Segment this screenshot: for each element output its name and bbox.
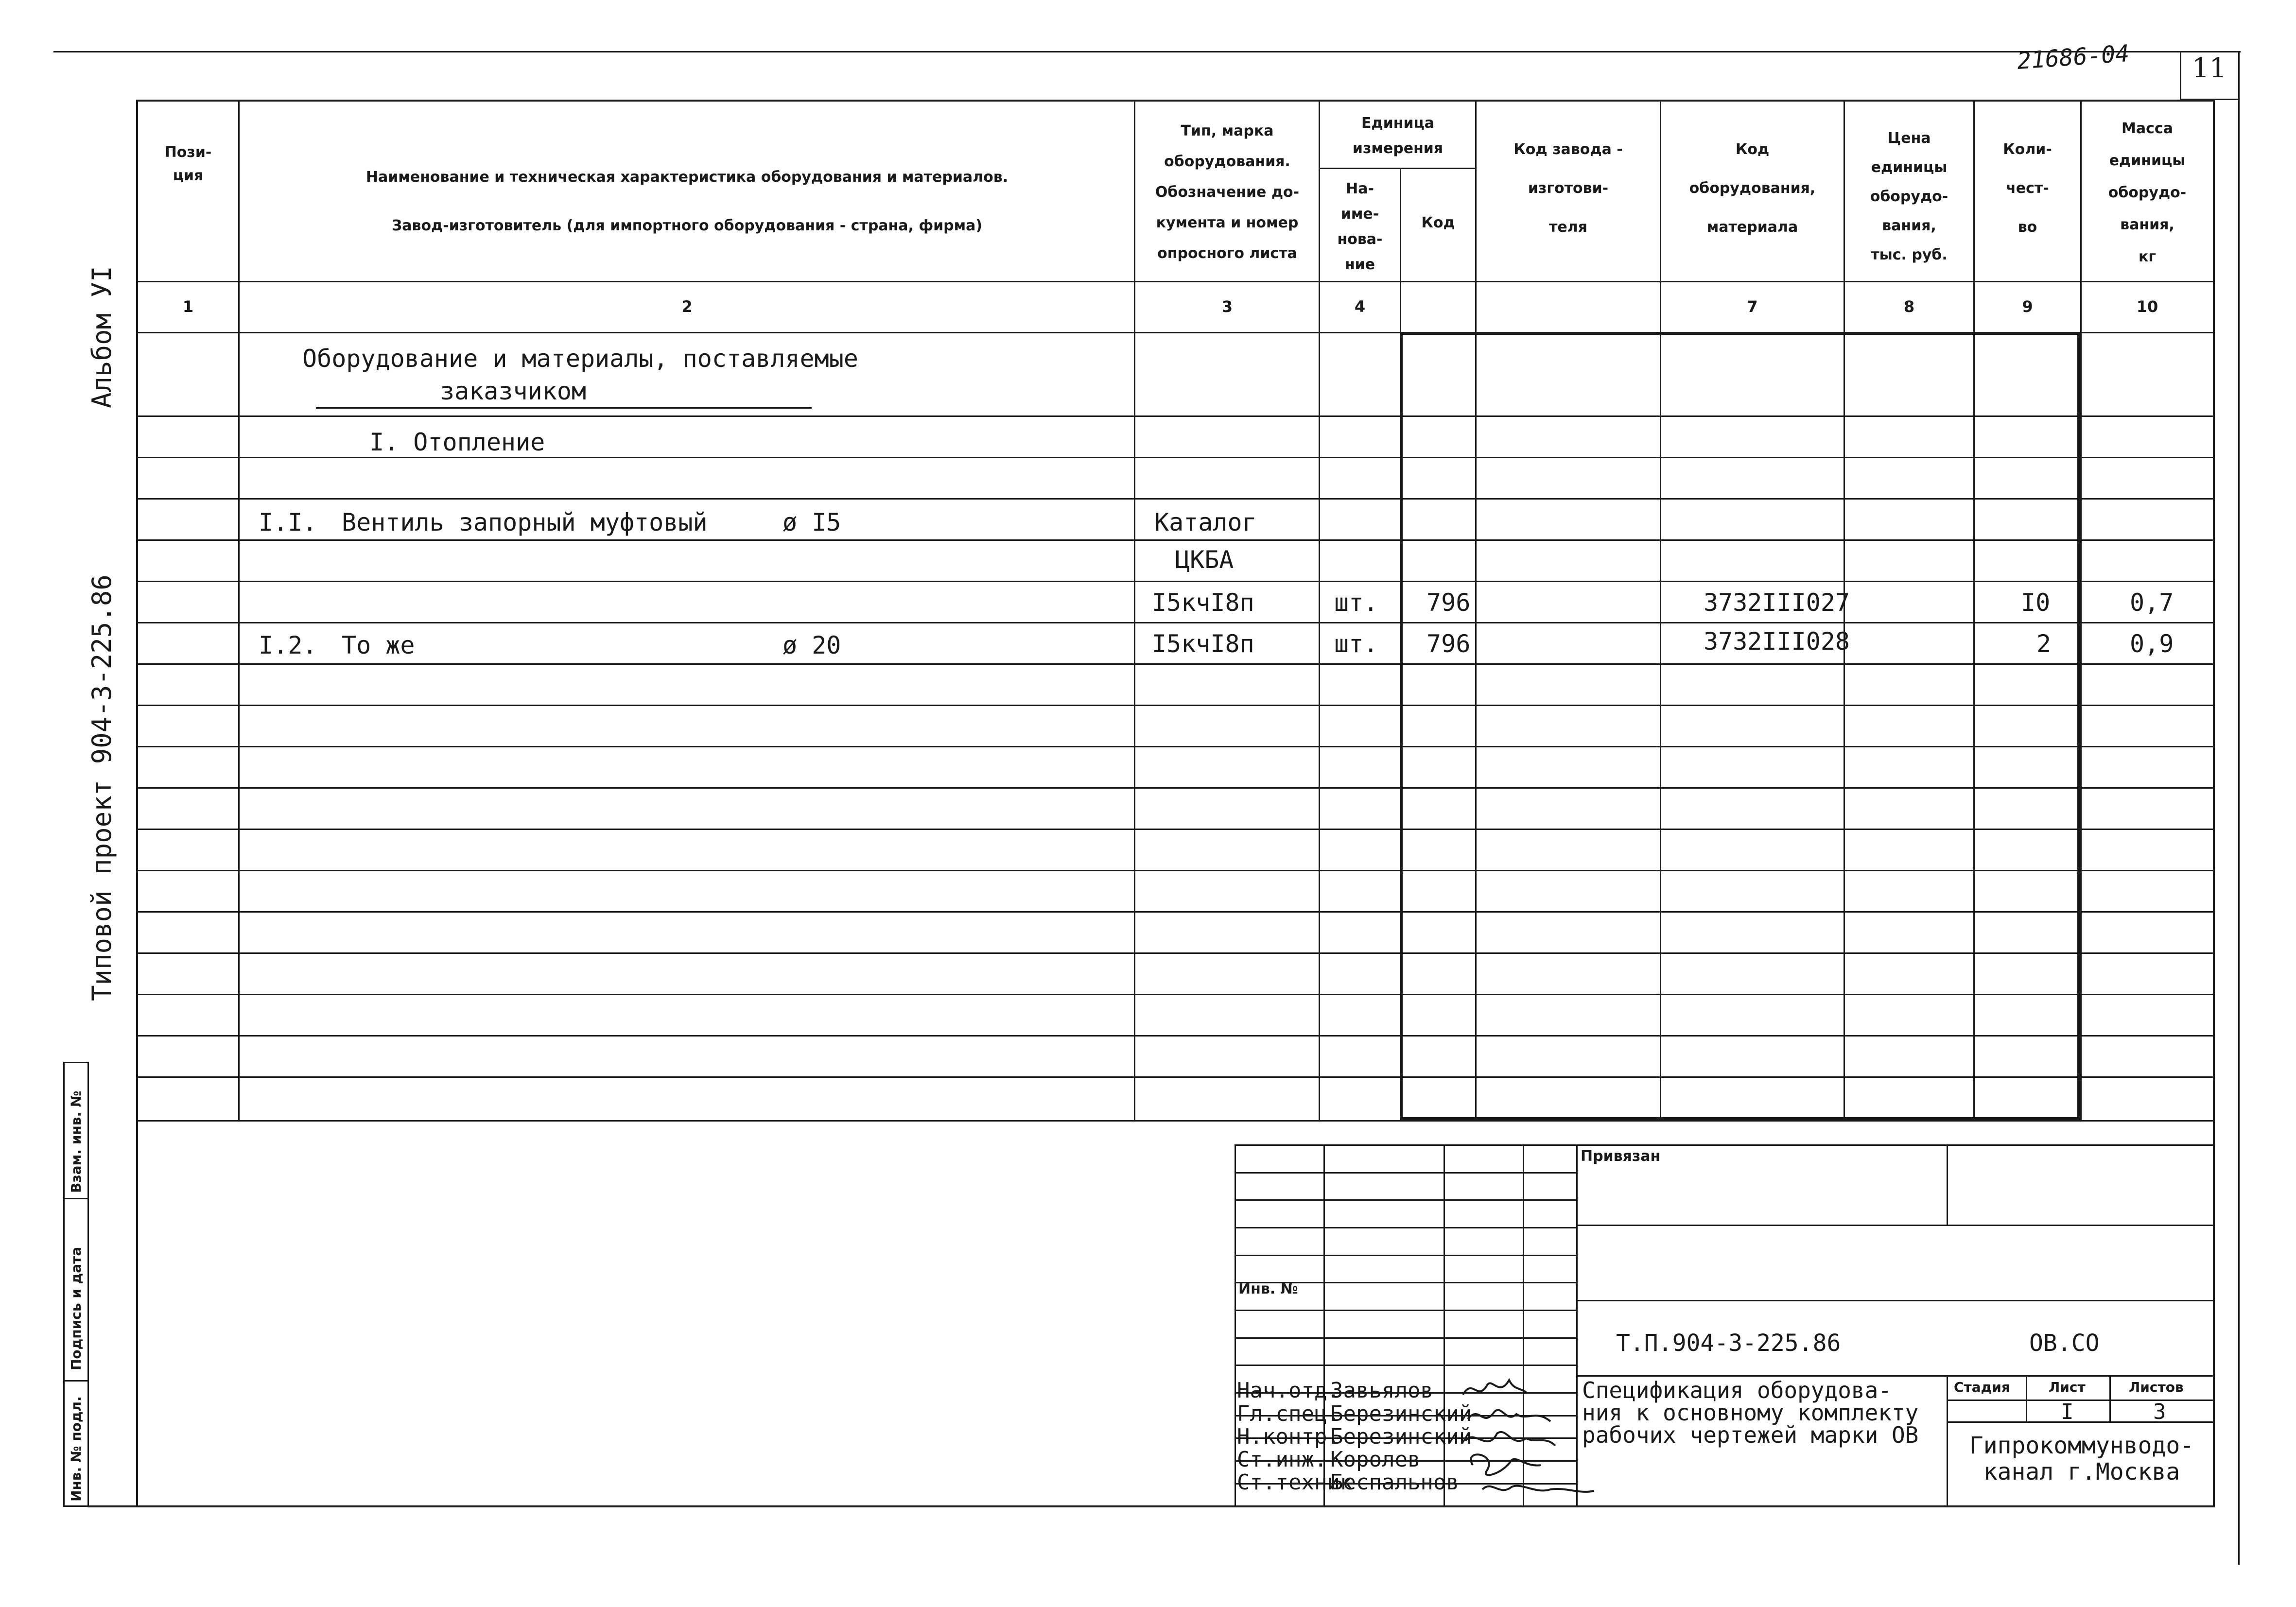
organization-name: Гипрокоммунводо- канал г.Москва — [1969, 1432, 2194, 1486]
stamp-label-signature-date: Подпись и дата — [68, 1246, 84, 1370]
staff-1-role: Нач.отд. — [1237, 1378, 1340, 1403]
col-number-10: 10 — [2136, 297, 2158, 316]
privyazan-label: Привязан — [1581, 1148, 1661, 1165]
stamp-label-original-inv: Инв. № подл. — [68, 1396, 84, 1502]
table-row-4-code: 796 — [1426, 630, 1471, 658]
section-title-line1: Оборудование и материалы, поставляемые — [302, 345, 858, 373]
staff-2-name: Березинский — [1330, 1401, 1472, 1426]
table-row-3-unit: шт. — [1334, 588, 1378, 617]
stage-label: Стадия — [1954, 1379, 2010, 1395]
col-number-9: 9 — [2022, 297, 2033, 316]
table-row-1-diam: ø I5 — [783, 508, 841, 536]
col-number-3: 3 — [1221, 297, 1233, 316]
table-row-4-unit: шт. — [1334, 630, 1378, 658]
table-row-4-item-code: 3732III028 — [1704, 627, 1850, 656]
sheets-value: 3 — [2153, 1400, 2166, 1424]
staff-1-name: Завьялов — [1330, 1378, 1433, 1403]
sheet-value: I — [2061, 1400, 2074, 1424]
header-equipment-code: Код оборудования, материала — [1689, 141, 1816, 236]
col-number-2: 2 — [681, 297, 693, 316]
header-quantity: Коли- чест- во — [2003, 141, 2052, 236]
header-type: Тип, марка оборудования. Обозначение до- кумента и номер опросного листа — [1155, 122, 1300, 262]
staff-3-role: Н.контр. — [1237, 1424, 1340, 1449]
table-row-4-diam: ø 20 — [783, 631, 841, 659]
header-mass: Масса единицы оборудо- вания, кг — [2108, 120, 2187, 265]
subsection-title: I. Отопление — [369, 428, 545, 456]
project-label: Типовой проект 904-3-225.86 — [87, 574, 117, 1001]
header-unit-name: На- име- нова- ние — [1337, 180, 1383, 273]
staff-2-role: Гл.спец. — [1237, 1401, 1340, 1426]
table-row-3-item-code: 3732III027 — [1704, 588, 1850, 617]
header-unit-code: Код — [1421, 214, 1455, 231]
document-description: Спецификация оборудова- ния к основному комплекту рабочих чертежей марки ОВ — [1582, 1377, 1919, 1448]
col-number-8: 8 — [1903, 297, 1915, 316]
inv-number-label: Инв. № — [1238, 1280, 1298, 1297]
header-position: Пози- ция — [164, 144, 212, 184]
document-mark: ОВ.СО — [2029, 1330, 2100, 1357]
signature-scribbles — [1453, 1375, 1599, 1511]
table-row-1-pos: I.I. — [259, 508, 317, 536]
col-number-1: 1 — [182, 297, 194, 316]
staff-4-role: Ст.инж. — [1237, 1447, 1327, 1472]
stamp-label-replace-inv: Взам. инв. № — [68, 1090, 84, 1193]
header-price: Цена единицы оборудо- вания, тыс. руб. — [1870, 130, 1948, 263]
sheet-corner-number: 11 — [2192, 52, 2227, 84]
table-row-2-type: ЦКБА — [1175, 546, 1234, 574]
table-row-4-mass: 0,9 — [2130, 630, 2174, 658]
section-title-line2: заказчиком — [440, 377, 587, 405]
staff-4-name: Королев — [1330, 1447, 1421, 1472]
archive-number: 21686-04 — [2016, 40, 2130, 75]
table-row-1-type: Каталог — [1154, 508, 1257, 536]
col-number-4: 4 — [1354, 297, 1366, 316]
document-code: Т.П.904-3-225.86 — [1616, 1330, 1841, 1357]
table-row-4-name: То же — [342, 631, 415, 659]
header-manufacturer-code: Код завода - изготови- теля — [1513, 141, 1623, 236]
table-row-1-name: Вентиль запорный муфтовый — [342, 508, 708, 536]
table-row-3-code: 796 — [1426, 588, 1471, 617]
table-row-4-type: I5кчI8п — [1152, 630, 1254, 658]
table-row-3-mass: 0,7 — [2130, 588, 2174, 617]
staff-5-role: Ст.техник — [1237, 1470, 1353, 1495]
sheet-label: Лист — [2049, 1379, 2086, 1395]
table-row-4-qty: 2 — [2036, 630, 2052, 658]
table-row-3-type: I5кчI8п — [1152, 588, 1254, 617]
staff-3-name: Березинский — [1330, 1424, 1472, 1449]
staff-5-name: Беспальнов — [1330, 1470, 1459, 1495]
header-unit: Единица измерения — [1352, 115, 1444, 157]
album-label: Альбом УI — [87, 266, 117, 408]
header-name: Наименование и техническая характеристика оборудования и материалов. Завод-изготовитель (для импортного оборудования - страна, фирма) — [365, 169, 1009, 234]
table-row-3-qty: I0 — [2021, 588, 2051, 617]
table-row-4-pos: I.2. — [259, 631, 317, 659]
sheets-label: Листов — [2129, 1379, 2184, 1395]
col-number-7: 7 — [1747, 297, 1758, 316]
